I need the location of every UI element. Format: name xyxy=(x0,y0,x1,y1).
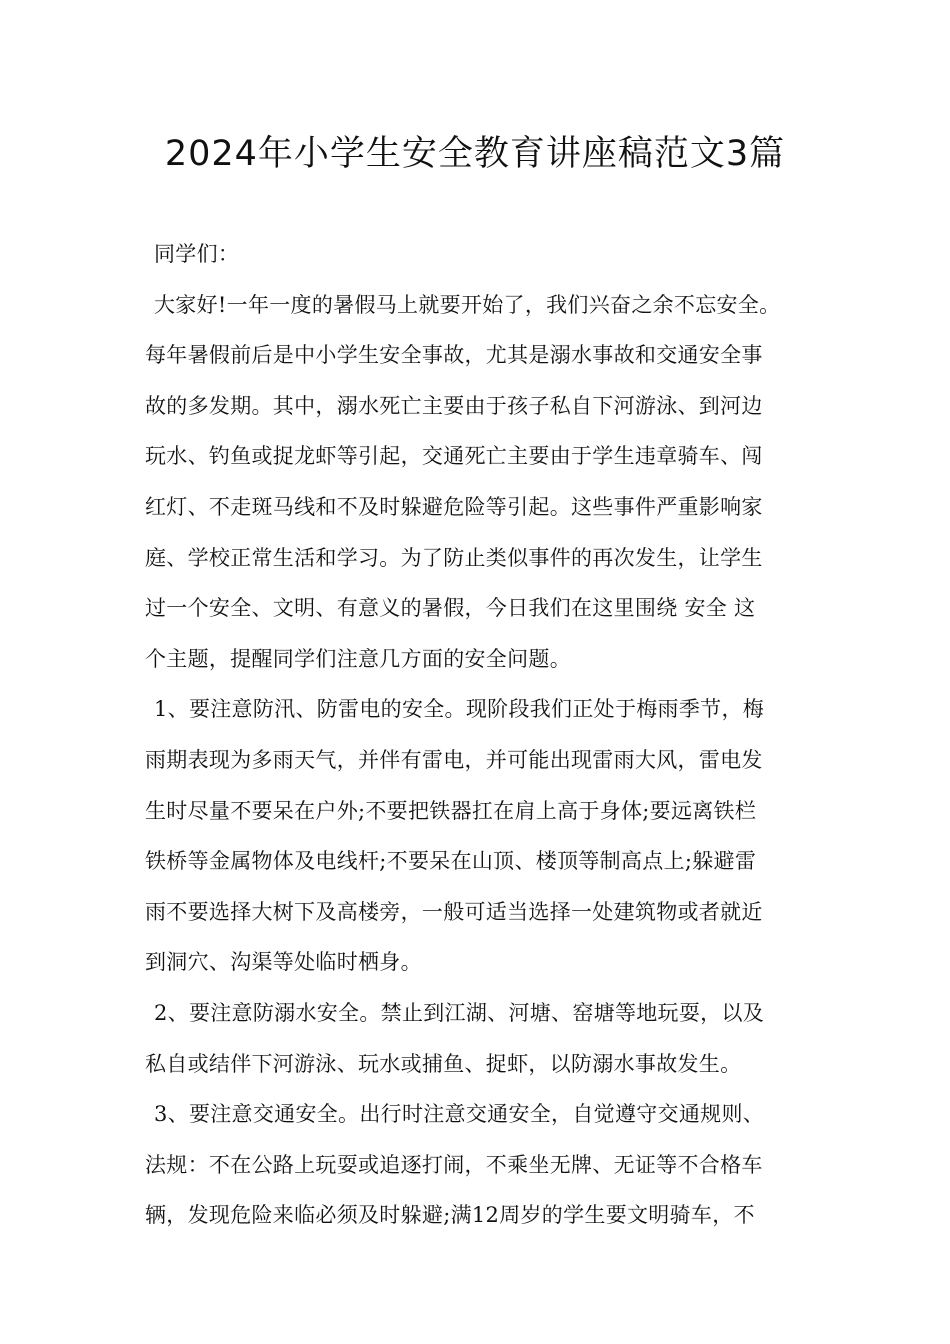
text-line: 铁桥等金属物体及电线杆;不要呆在山顶、楼顶等制高点上;躲避雷 xyxy=(145,849,757,874)
text-line: 雨期表现为多雨天气，并伴有雷电，并可能出现雷雨大风，雷电发 xyxy=(145,747,763,772)
text-line: 大家好!一年一度的暑假马上就要开始了，我们兴奋之余不忘安全。 xyxy=(154,292,781,317)
text-line: 个主题，提醒同学们注意几方面的安全问题。 xyxy=(145,646,571,671)
text-line: 生时尽量不要呆在户外;不要把铁器扛在肩上高于身体;要远离铁栏 xyxy=(145,798,757,823)
text-line: 玩水、钓鱼或捉龙虾等引起，交通死亡主要由于学生违章骑车、闯 xyxy=(145,444,763,469)
text-line: 红灯、不走斑马线和不及时躲避危险等引起。这些事件严重影响家 xyxy=(145,494,763,519)
text-line: 法规：不在公路上玩耍或追逐打闹，不乘坐无牌、无证等不合格车 xyxy=(145,1152,763,1177)
text-line: 3、要注意交通安全。出行时注意交通安全，自觉遵守交通规则、 xyxy=(154,1102,765,1127)
text-line: 到洞穴、沟渠等处临时栖身。 xyxy=(145,950,422,975)
text-line: 私自或结伴下河游泳、玩水或捕鱼、捉虾，以防溺水事故发生。 xyxy=(145,1051,742,1076)
text-line: 辆，发现危险来临必须及时躲避;满12周岁的学生要文明骑车，不 xyxy=(145,1203,755,1228)
text-line: 庭、学校正常生活和学习。为了防止类似事件的再次发生，让学生 xyxy=(145,545,763,570)
text-line: 过一个安全、文明、有意义的暑假，今日我们在这里围绕 安全 这 xyxy=(145,596,756,621)
text-line: 雨不要选择大树下及高楼旁，一般可适当选择一处建筑物或者就近 xyxy=(145,899,763,924)
text-line: 2、要注意防溺水安全。禁止到江湖、河塘、窑塘等地玩耍，以及 xyxy=(154,1000,765,1025)
document-body xyxy=(145,229,811,1241)
text-line: 故的多发期。其中，溺水死亡主要由于孩子私自下河游泳、到河边 xyxy=(145,393,763,418)
text-line: 1、要注意防汛、防雷电的安全。现阶段我们正处于梅雨季节，梅 xyxy=(154,697,765,722)
document-title: 2024年小学生安全教育讲座稿范文3篇 xyxy=(164,134,786,174)
text-line: 同学们： xyxy=(154,242,240,266)
text-line: 每年暑假前后是中小学生安全事故，尤其是溺水事故和交通安全事 xyxy=(145,343,763,368)
